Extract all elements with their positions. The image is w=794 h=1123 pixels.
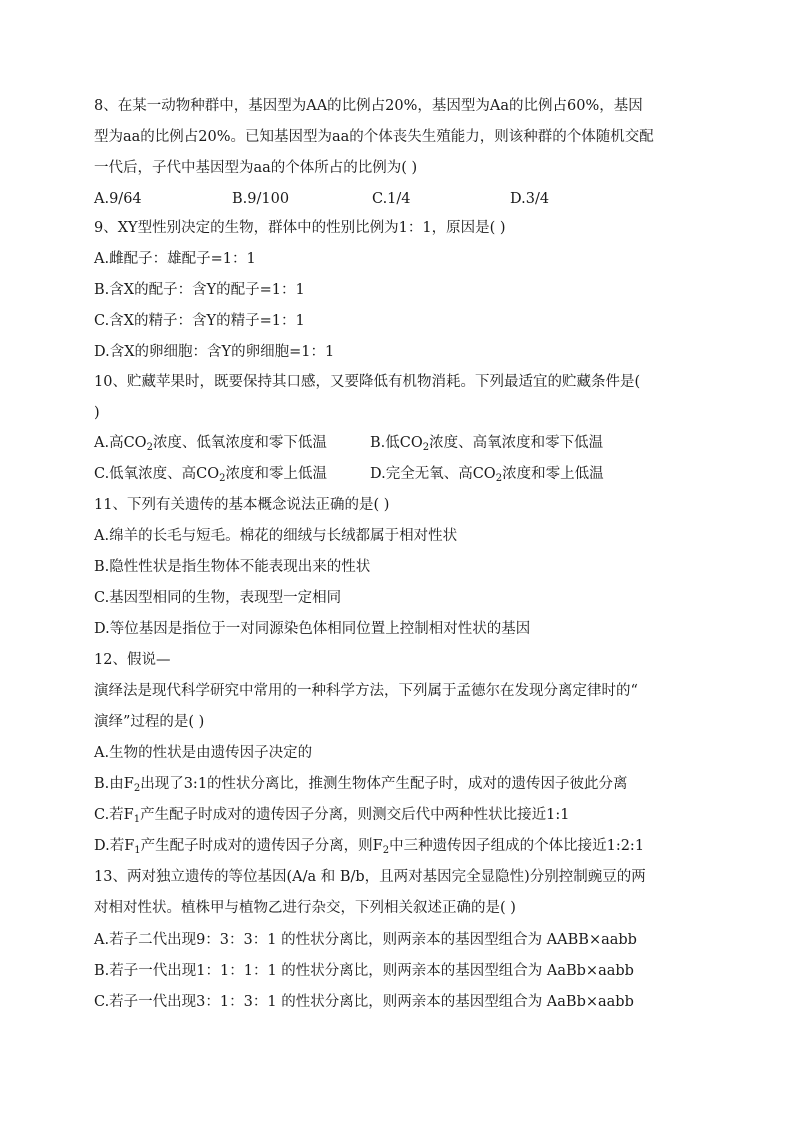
q8-stem-line-1: 8、在某一动物种群中，基因型为AA的比例占20%，基因型为Aa的比例占60%，基因 (94, 98, 643, 114)
q10-option-c: C.低氧浓度、高$CO_2$浓度和零上低温 (94, 466, 328, 484)
q8-stem-line-3: 一代后，子代中基因型为aa的个体所占的比例为( ) (94, 160, 418, 176)
q12-option-a: A.生物的性状是由遗传因子决定的 (94, 745, 313, 761)
q12-option-b: B.由$F_2$出现了3:1的性状分离比，推测生物体产生配子时，成对的遗传因子彼此分离 (94, 776, 628, 794)
q9-option-d: D.含X的卵细胞：含Y的卵细胞=1：1 (94, 344, 335, 360)
q10-option-a: A.高$CO_2$浓度、低氧浓度和零下低温 (94, 435, 327, 453)
q11-option-a: A.绵羊的长毛与短毛。棉花的细绒与长绒都属于相对性状 (94, 528, 458, 544)
q12-option-d: D.若$F_1$产生配子时成对的遗传因子分离，则$F_2$中三种遗传因子组成的个体比接近1:2:1 (94, 838, 645, 856)
q9-option-a: A.雌配子：雄配子=1：1 (94, 251, 256, 267)
q11-stem: 11、下列有关遗传的基本概念说法正确的是( ) (94, 497, 390, 513)
q13-stem-line-2: 对相对性状。植株甲与植物乙进行杂交，下列相关叙述正确的是( ) (94, 900, 516, 916)
q11-option-c: C.基因型相同的生物，表现型一定相同 (94, 590, 342, 606)
q8-options (94, 189, 694, 209)
q8-option-a: A.9/64 (94, 191, 142, 207)
q9-option-b: B.含X的配子：含Y的配子=1：1 (94, 282, 305, 298)
q10-options-row-1 (94, 433, 694, 453)
q11-option-b: B.隐性性状是指生物体不能表现出来的性状 (94, 559, 371, 575)
q12-stem-line-2: 演绎法是现代科学研究中常用的一种科学方法，下列属于孟德尔在发现分离定律时的“ (94, 683, 638, 699)
q8-option-d: D.3/4 (510, 191, 550, 207)
q13-option-b: B.若子一代出现1：1：1：1 的性状分离比，则两亲本的基因型组合为 AaBb×aabb (94, 963, 634, 979)
q12-stem-line-1: 12、假说— (94, 652, 171, 668)
q13-stem-line-1: 13、两对独立遗传的等位基因(A/a 和 B/b，且两对基因完全显隐性)分别控制豌豆的两 (94, 869, 646, 885)
q10-options-row-2 (94, 464, 694, 484)
q9-stem: 9、XY型性别决定的生物，群体中的性别比例为1：1，原因是( ) (94, 220, 506, 236)
q10-option-d: D.完全无氧、高$CO_2$浓度和零上低温 (370, 466, 604, 484)
q8-option-b: B.9/100 (232, 191, 290, 207)
q13-option-c: C.若子一代出现3：1：3：1 的性状分离比，则两亲本的基因型组合为 AaBb×aabb (94, 994, 634, 1010)
q11-option-d: D.等位基因是指位于一对同源染色体相同位置上控制相对性状的基因 (94, 621, 531, 637)
q12-stem-line-3: 演绎”过程的是( ) (94, 714, 205, 730)
q8-option-c: C.1/4 (372, 191, 411, 207)
q10-option-b: B.低$CO_2$浓度、高氧浓度和零下低温 (370, 435, 604, 453)
q9-option-c: C.含X的精子：含Y的精子=1：1 (94, 313, 305, 329)
q10-stem-line-1: 10、贮藏苹果时，既要保持其口感，又要降低有机物消耗。下列最适宜的贮藏条件是( (94, 374, 641, 390)
q13-option-a: A.若子二代出现9：3：3：1 的性状分离比，则两亲本的基因型组合为 AABB×aabb (94, 932, 637, 948)
q10-stem-line-2: ) (94, 405, 100, 421)
q8-stem-line-2: 型为aa的比例占20%。已知基因型为aa的个体丧失生殖能力，则该种群的个体随机交配 (94, 129, 654, 145)
q12-option-c: C.若$F_1$产生配子时成对的遗传因子分离，则测交后代中两种性状比接近1:1 (94, 807, 570, 825)
